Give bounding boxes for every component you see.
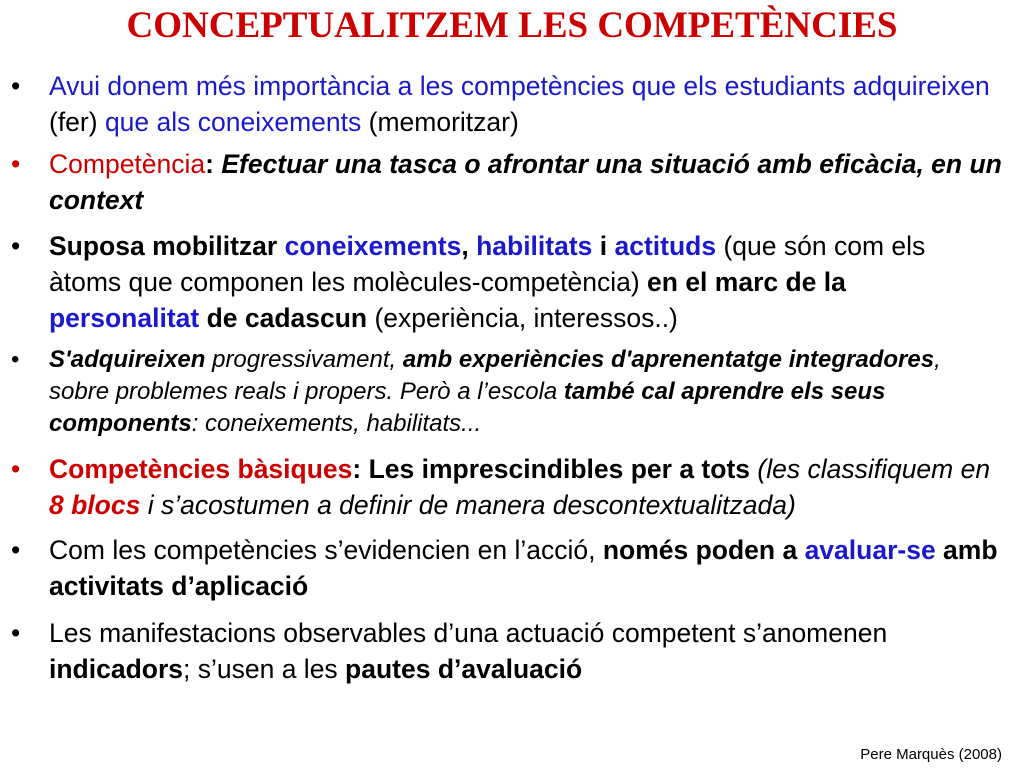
bullet-marker: •: [11, 71, 21, 101]
text-segment: (les classifiquem en: [750, 454, 991, 484]
text-segment: avaluar-se: [804, 535, 936, 565]
text-segment: :: [205, 149, 222, 179]
text-segment: habilitats: [476, 231, 593, 261]
bullet-marker: •: [11, 346, 20, 373]
text-segment: que als coneixements: [97, 107, 369, 137]
text-segment: 8 blocs: [49, 490, 141, 520]
text-segment: , sobre problemes reals i propers. Però a l’escola: [49, 346, 941, 405]
text-segment: amb activitats d’aplicació: [49, 535, 998, 601]
text-segment: (fer): [49, 107, 98, 137]
text-segment: Avui donem més importància a les competències que els estudiants adquireixen: [49, 71, 990, 101]
text-segment: ; s’usen a les: [183, 654, 346, 684]
text-segment: S'adquireixen: [49, 346, 206, 373]
text-segment: Competències bàsiques: [49, 454, 353, 484]
text-segment: coneixements: [284, 231, 462, 261]
text-segment: (experiència, interessos..): [367, 303, 678, 333]
text-segment: (que són com els àtoms que componen les molècules-competència): [49, 231, 926, 297]
text-segment: amb experiències d'aprenentatge integradores: [402, 346, 935, 373]
text-segment: ,: [461, 231, 477, 261]
text-segment: i s’acostumen a definir de manera descontextualitzada): [140, 490, 796, 520]
text-segment: només poden a: [602, 535, 805, 565]
text-segment: i: [592, 231, 615, 261]
text-segment: : coneixements, habilitats...: [191, 410, 482, 437]
bullet-marker: •: [11, 231, 21, 261]
text-segment: en el marc de la: [647, 267, 846, 297]
slide-title: CONCEPTUALITZEM LES COMPETÈNCIES: [126, 5, 898, 46]
list-item: [0, 451, 1024, 523]
text-segment: Competència: [49, 149, 206, 179]
bullet-marker: •: [11, 454, 21, 484]
text-segment: Suposa mobilitzar: [49, 231, 285, 261]
list-item: [0, 146, 1024, 218]
bullet-marker: •: [11, 535, 21, 565]
text-segment: progressivament,: [205, 346, 403, 373]
bullet-marker: •: [11, 149, 21, 179]
text-segment: indicadors: [49, 654, 184, 684]
text-segment: també cal aprendre els seus components: [49, 378, 886, 437]
list-item: [0, 228, 1024, 336]
text-segment: de cadascun: [199, 303, 368, 333]
text-segment: personalitat: [49, 303, 200, 333]
text-segment: actituds: [614, 231, 717, 261]
text-segment: : Les imprescindibles per a tots: [352, 454, 751, 484]
list-item: [0, 532, 1024, 604]
text-segment: Les manifestacions observables d’una actuació competent s’anomenen: [49, 618, 888, 648]
list-item: [0, 68, 1024, 140]
text-segment: pautes d’avaluació: [345, 654, 583, 684]
bullet-list: [0, 68, 1024, 687]
text-segment: (memoritzar): [368, 107, 519, 137]
list-item: [0, 344, 1024, 440]
author-credit: Pere Marquès (2008): [860, 746, 1002, 763]
list-item: [0, 615, 1024, 687]
text-segment: Com les competències s’evidencien en l’acció,: [49, 535, 603, 565]
text-segment: Efectuar una tasca o afrontar una situació amb eficàcia, en un context: [49, 149, 1002, 215]
bullet-marker: •: [11, 618, 21, 648]
